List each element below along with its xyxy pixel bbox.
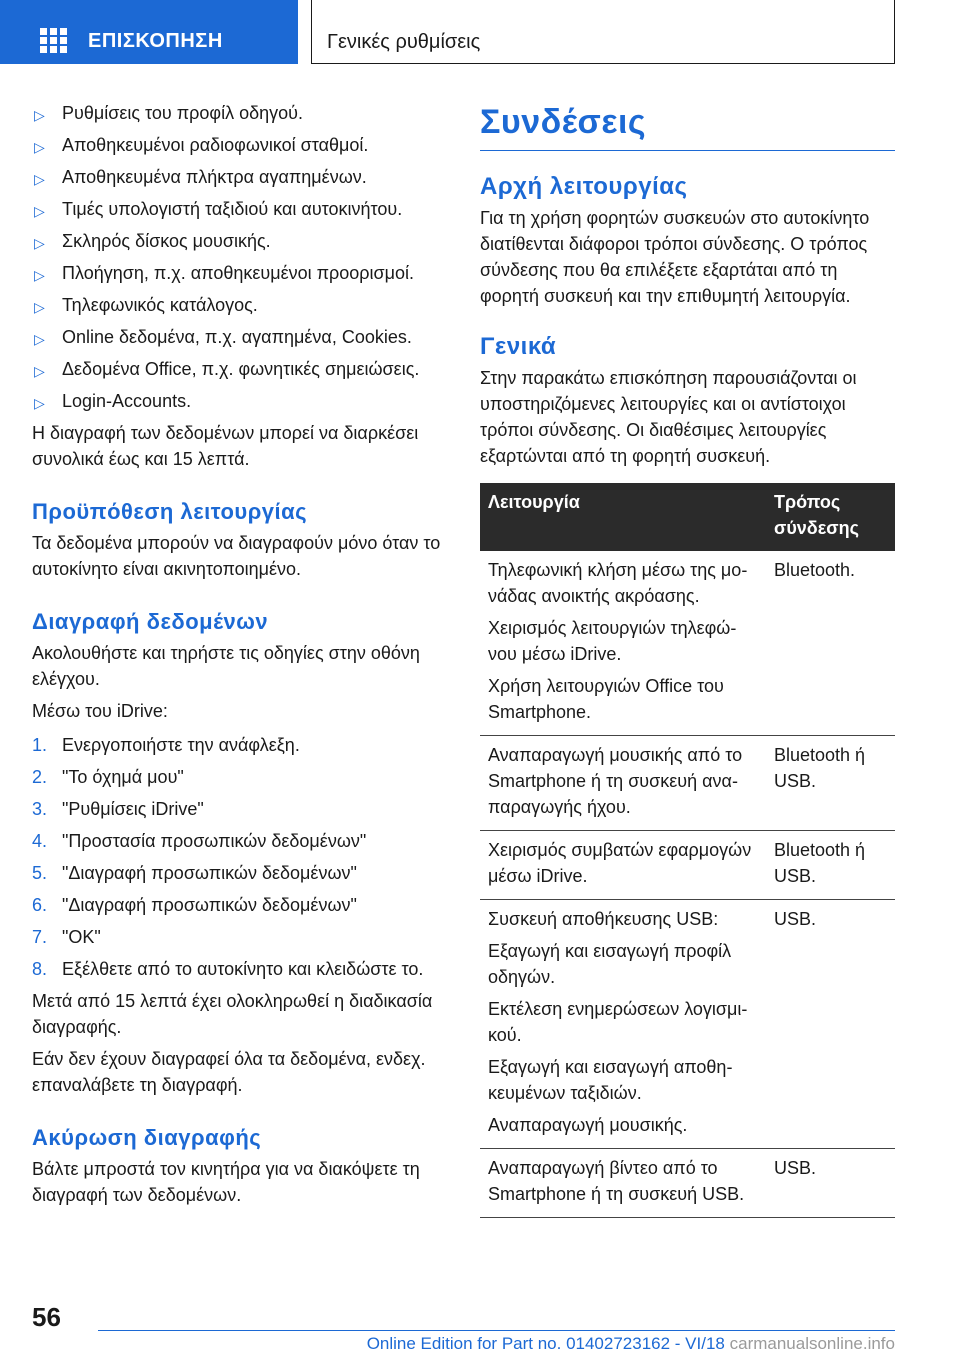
list-item: ▷ Σκληρός δίσκος μουσικής. (32, 228, 450, 254)
after-text: Μετά από 15 λεπτά έχει ολοκληρωθεί η διαδικασία διαγραφής. (32, 991, 433, 1037)
delete-heading: Διαγραφή δεδομένων (32, 609, 269, 634)
prereq-text: Τα δεδομένα μπορούν να διαγραφούν μόνο όταν το αυτοκίνητο είναι ακινητοποιημένο. (32, 533, 441, 579)
overview-tab[interactable] (0, 0, 298, 64)
triangle-right-icon: ▷ (34, 395, 45, 411)
function-cell: Αναπαραγωγή βίντεο από το Smartphone ή τη συσκευή USB. (480, 1149, 766, 1218)
connections-table (480, 483, 895, 1218)
triangle-right-icon: ▷ (34, 331, 45, 347)
connection-cell: Bluetooth ή USB. (766, 831, 895, 900)
connection-cell: USB. (766, 900, 895, 1149)
step-item: 7. "OK" (32, 927, 101, 947)
list-item: ▷ Τηλεφωνικός κατάλογος. (32, 292, 450, 318)
triangle-right-icon: ▷ (34, 363, 45, 379)
general-heading: Γενικά (480, 333, 557, 360)
connection-cell: Bluetooth. (766, 551, 895, 736)
triangle-right-icon: ▷ (34, 235, 45, 251)
triangle-right-icon: ▷ (34, 139, 45, 155)
list-item: ▷ Αποθηκευμένα πλήκτρα αγαπημένων. (32, 164, 450, 190)
edition-text: Online Edition for Part no. 01402723162 - VI/18 (366, 1334, 725, 1353)
connection-cell: USB. (766, 1149, 895, 1218)
function-cell: Τηλεφωνική κλήση μέσω της μονάδας ανοικτής ακρόασης. Χειρισμός λειτουργιών τηλεφώνου μέσω iDrive. Χρήση λειτουργιών Office του Smartphone. (480, 551, 766, 736)
data-bullet-list (32, 100, 450, 414)
triangle-right-icon: ▷ (34, 171, 45, 187)
list-item: ▷ Δεδομένα Office, π.χ. φωνητικές σημειώσεις. (32, 356, 450, 382)
via-idrive: Μέσω του iDrive: (32, 701, 168, 721)
function-cell: Αναπαραγωγή μουσικής από το Smartphone ή τη συσκευή αναπαραγωγής ήχου. (480, 736, 766, 831)
list-item: ▷ Αποθηκευμένοι ραδιοφωνικοί σταθμοί. (32, 132, 450, 158)
step-item: 1. Ενεργοποιήστε την ανάφλεξη. (32, 735, 300, 755)
list-item: ▷ Login-Accounts. (32, 388, 450, 414)
step-item: 4. "Προστασία προσωπικών δεδομένων" (32, 831, 367, 851)
section-tab[interactable] (311, 0, 895, 64)
step-item: 2. "Το όχημά μου" (32, 767, 184, 787)
left-column (32, 100, 450, 1208)
step-item: 5. "Διαγραφή προσωπικών δεδομένων" (32, 863, 357, 883)
footer-rule (98, 1330, 895, 1331)
step-item: 3. "Ρυθμίσεις iDrive" (32, 799, 204, 819)
connection-cell: Bluetooth ή USB. (766, 736, 895, 831)
retry-text: Εάν δεν έχουν διαγραφεί όλα τα δεδομένα, ενδεχ. επαναλάβετε τη διαγραφή. (32, 1049, 426, 1095)
list-item: ▷ Online δεδομένα, π.χ. αγαπημένα, Cookies. (32, 324, 450, 350)
table-row (480, 831, 895, 900)
function-cell: Χειρισμός συμβατών εφαρμογών μέσω iDrive. (480, 831, 766, 900)
cancel-text: Βάλτε μπροστά τον κινητήρα για να διακόψετε τη διαγραφή των δεδομένων. (32, 1159, 420, 1205)
watermark: carmanualsonline.info (729, 1334, 895, 1353)
principle-text: Για τη χρήση φορητών συσκευών στο αυτοκίνητο διατίθενται διάφοροι τρόποι σύνδεσης. Ο τρόπος σύνδεσης που θα επιλέξετε εξαρτάται από τη φορητή συσκευή και την επιθυμητή λειτουργία. (480, 208, 870, 306)
table-row (480, 1149, 895, 1218)
general-text: Στην παρακάτω επισκόπηση παρουσιάζονται οι υποστηριζόμενες λειτουργίες και οι αντίστοιχοι τρόποι σύνδεσης. Οι διαθέσιμες λειτουργίες εξαρτώνται από τη φορητή συσκευή. (480, 368, 857, 466)
triangle-right-icon: ▷ (34, 267, 45, 283)
delete-intro: Ακολουθήστε και τηρήστε τις οδηγίες στην οθόνη ελέγχου. (32, 643, 420, 689)
list-item: ▷ Πλοήγηση, π.χ. αποθηκευμένοι προορισμοί. (32, 260, 450, 286)
page-number: 56 (32, 1302, 61, 1332)
principle-heading: Αρχή λειτουργίας (480, 173, 688, 200)
list-item: ▷ Ρυθμίσεις του προφίλ οδηγού. (32, 100, 450, 126)
function-cell: Συσκευή αποθήκευσης USB: Εξαγωγή και εισαγωγή προφίλ οδηγών. Εκτέλεση ενημερώσεων λογισμικού. Εξαγωγή και εισαγωγή αποθηκευμένων ταξιδιών. Αναπαραγωγή μουσικής. (480, 900, 766, 1149)
triangle-right-icon: ▷ (34, 203, 45, 219)
steps-list (32, 732, 450, 982)
top-bar (0, 0, 960, 66)
right-column (480, 100, 895, 1218)
prereq-heading: Προϋπόθεση λειτουργίας (32, 499, 308, 524)
column-header-connection: Τρόπος σύνδεσης (766, 483, 895, 551)
cancel-heading: Ακύρωση διαγραφής (32, 1125, 262, 1150)
duration-text: Η διαγραφή των δεδομένων μπορεί να διαρκέσει συνολικά έως και 15 λεπτά. (32, 423, 419, 469)
table-row (480, 900, 895, 1149)
table-row (480, 736, 895, 831)
table-row (480, 551, 895, 736)
triangle-right-icon: ▷ (34, 299, 45, 315)
list-item: ▷ Τιμές υπολογιστή ταξιδιού και αυτοκινήτου. (32, 196, 450, 222)
triangle-right-icon: ▷ (34, 107, 45, 123)
section-label: Γενικές ρυθμίσεις (327, 31, 481, 53)
step-item: 8. Εξέλθετε από το αυτοκίνητο και κλειδώστε το. (32, 959, 424, 979)
table-header-row (480, 483, 895, 551)
step-item: 6. "Διαγραφή προσωπικών δεδομένων" (32, 895, 357, 915)
footer-text (367, 1332, 895, 1356)
section-title: Συνδέσεις (480, 100, 895, 151)
grid-icon (40, 28, 68, 54)
overview-label: ΕΠΙΣΚΟΠΗΣΗ (88, 30, 223, 52)
column-header-function: Λειτουργία (480, 483, 766, 551)
